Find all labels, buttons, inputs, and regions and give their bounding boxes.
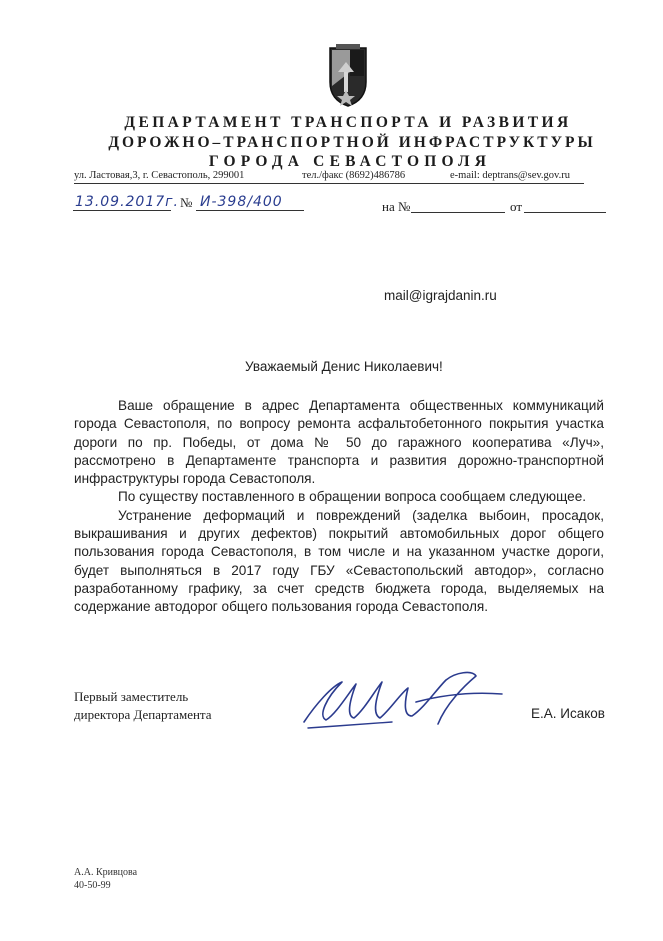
reference-number-label: на № xyxy=(382,199,411,214)
department-name-line-1: ДЕПАРТАМЕНТ ТРАНСПОРТА И РАЗВИТИЯ xyxy=(124,114,572,131)
department-name-line-3: ГОРОДА СЕВАСТОПОЛЯ xyxy=(208,153,492,170)
salutation: Уважаемый Денис Николаевич! xyxy=(245,359,443,374)
recipient-email: mail@igrajdanin.ru xyxy=(384,288,497,303)
registration-number: И-398/400 xyxy=(200,194,283,210)
executor-name: А.А. Кривцова xyxy=(74,867,138,878)
letterhead-divider xyxy=(74,183,584,184)
executor-info xyxy=(74,866,137,892)
body-paragraph: Устранение деформаций и повреждений (заделка выбоин, просадок, выкрашивания и других дефектов) покрытий автомобильных дорог общего пользования города Севастополя, в том числе и на указанном участке дороги, будет выполняться в 2017 году ГБУ «Севастопольский автодор», согласно разработанному графику, за счет средств бюджета города, выделяемых на содержание автодорог общего пользования города Севастополя. xyxy=(74,507,604,615)
contact-line xyxy=(74,170,594,184)
letter-body xyxy=(74,397,604,617)
sevastopol-coat-of-arms-icon xyxy=(326,42,370,108)
phone: тел./факс (8692)486786 xyxy=(302,170,406,181)
reference-date-blank xyxy=(524,212,606,213)
body-paragraph: Ваше обращение в адрес Департамента общественных коммуникаций города Севастополя, по вопросу ремонта асфальтобетонного покрытия участка дороги по пр. Победы, от дома № 50 до гаражного кооператива «Луч», рассмотрено в Департаменте транспорта и развития дорожно-транспортной инфраструктуры города Севастополя. xyxy=(74,398,604,487)
registration-number-label: № xyxy=(180,195,193,210)
signer-position-line-2: директора Департамента xyxy=(74,707,212,722)
reference-date-label: от xyxy=(510,199,523,214)
department-name-line-2: ДОРОЖНО–ТРАНСПОРТНОЙ ИНФРАСТРУКТУРЫ xyxy=(108,134,596,151)
address: ул. Ластовая,3, г. Севастополь, 299001 xyxy=(74,170,245,181)
signer-position-line-1: Первый заместитель xyxy=(74,689,189,704)
executor-phone: 40-50-99 xyxy=(74,880,111,891)
body-paragraph: По существу поставленного в обращении вопроса сообщаем следующее. xyxy=(118,489,587,505)
signer-position xyxy=(74,688,212,724)
registration-number-underline xyxy=(196,210,304,211)
email: e-mail: deptrans@sev.gov.ru xyxy=(450,170,570,181)
reference-number-blank xyxy=(411,212,505,213)
registration-date: 13.09.2017г. xyxy=(75,194,179,210)
registration-date-underline xyxy=(73,210,171,211)
handwritten-signature-icon xyxy=(296,664,510,734)
signer-name: Е.А. Исаков xyxy=(531,706,605,721)
